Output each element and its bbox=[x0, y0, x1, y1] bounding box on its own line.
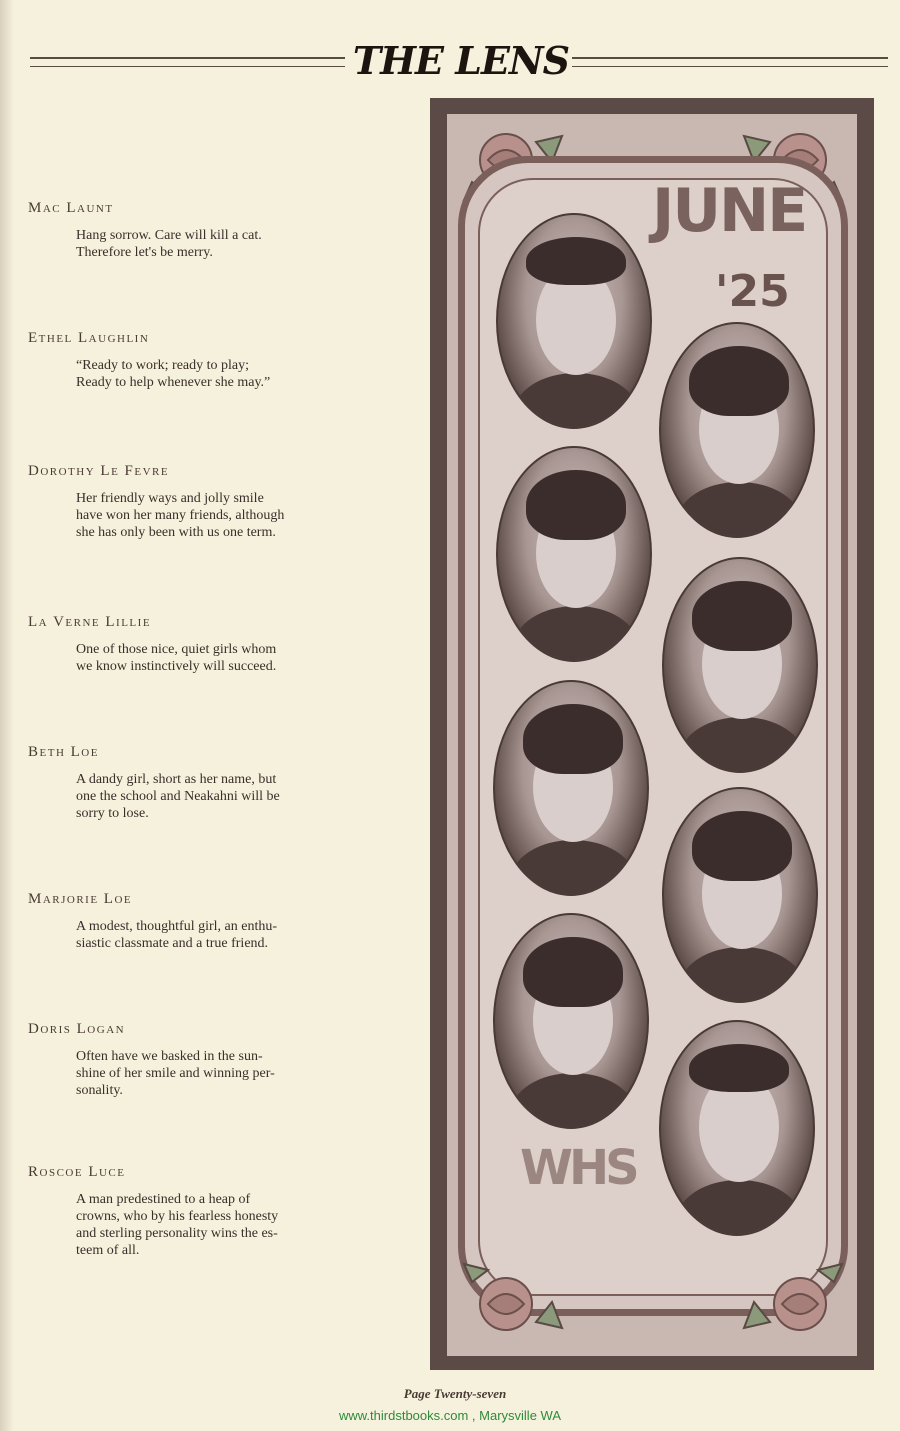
page-number: Page Twenty-seven bbox=[403, 1386, 507, 1401]
entry-line: Ready to help whenever she may.” bbox=[76, 375, 271, 390]
page-title: THE LENS bbox=[352, 38, 570, 83]
entry-ethel-laughlin bbox=[28, 330, 378, 391]
entry-mac-launt bbox=[28, 200, 378, 261]
entry-line: shine of her smile and winning per- bbox=[76, 1066, 275, 1081]
entry-line: A dandy girl, short as her name, but bbox=[76, 772, 277, 787]
entry-name: Beth Loe bbox=[28, 744, 99, 760]
header-rule-left bbox=[30, 57, 345, 67]
rose-ornament-bottom-right bbox=[738, 1262, 848, 1342]
entry-name: Marjorie Loe bbox=[28, 891, 133, 907]
portrait-dorothy-le-fevre bbox=[496, 446, 652, 662]
entry-line: sonality. bbox=[76, 1083, 123, 1098]
entry-line: Often have we basked in the sun- bbox=[76, 1049, 263, 1064]
entry-line: and sterling personality wins the es- bbox=[76, 1226, 278, 1241]
entry-text bbox=[76, 490, 378, 541]
entry-name: Mac Launt bbox=[28, 200, 114, 216]
entry-text bbox=[76, 357, 378, 391]
entry-line: we know instinctively will succeed. bbox=[76, 659, 277, 674]
entry-marjorie-loe bbox=[28, 891, 378, 952]
entry-name: Doris Logan bbox=[28, 1021, 126, 1037]
entry-text bbox=[76, 227, 378, 261]
entry-line: Her friendly ways and jolly smile bbox=[76, 491, 264, 506]
source-watermark: www.thirdstbooks.com , Marysville WA bbox=[338, 1408, 561, 1423]
entry-roscoe-luce bbox=[28, 1164, 378, 1259]
entry-text bbox=[76, 1191, 378, 1259]
entry-la-verne-lillie bbox=[28, 614, 378, 675]
entry-line: “Ready to work; ready to play; bbox=[76, 358, 250, 373]
entry-line: sorry to lose. bbox=[76, 806, 149, 821]
entry-name: Ethel Laughlin bbox=[28, 330, 150, 346]
entry-text bbox=[76, 641, 378, 675]
entry-line: have won her many friends, although bbox=[76, 508, 285, 523]
entry-text bbox=[76, 1048, 378, 1099]
page-edge bbox=[0, 0, 14, 1431]
panel-monogram: WHS bbox=[520, 1140, 636, 1196]
entry-text bbox=[76, 771, 378, 822]
entry-name: Roscoe Luce bbox=[28, 1164, 126, 1180]
entry-dorothy-le-fevre bbox=[28, 463, 378, 541]
entry-doris-logan bbox=[28, 1021, 378, 1099]
portrait-doris-logan bbox=[493, 913, 649, 1129]
portrait-roscoe-luce bbox=[659, 1020, 815, 1236]
entry-line: Hang sorrow. Care will kill a cat. bbox=[76, 228, 262, 243]
portrait-la-verne-lillie bbox=[662, 557, 818, 773]
panel-year-label: '25 bbox=[715, 266, 790, 317]
portrait-ethel-laughlin bbox=[659, 322, 815, 538]
entry-text bbox=[76, 918, 378, 952]
entry-line: Therefore let's be merry. bbox=[76, 245, 213, 260]
entry-line: crowns, who by his fearless honesty bbox=[76, 1209, 279, 1224]
portrait-marjorie-loe bbox=[662, 787, 818, 1003]
panel-month-label: JUNE bbox=[652, 176, 807, 246]
entry-name: La Verne Lillie bbox=[28, 614, 152, 630]
entry-line: one the school and Neakahni will be bbox=[76, 789, 280, 804]
entry-line: A modest, thoughtful girl, an enthu- bbox=[76, 919, 278, 934]
entry-beth-loe bbox=[28, 744, 378, 822]
portrait-mac-launt bbox=[496, 213, 652, 429]
entry-line: teem of all. bbox=[76, 1243, 140, 1258]
entry-line: she has only been with us one term. bbox=[76, 525, 276, 540]
header-rule-right bbox=[572, 57, 888, 67]
entry-line: siastic classmate and a true friend. bbox=[76, 936, 269, 951]
rose-ornament-bottom-left bbox=[458, 1262, 568, 1342]
entry-line: A man predestined to a heap of bbox=[76, 1192, 251, 1207]
portrait-beth-loe bbox=[493, 680, 649, 896]
entry-line: One of those nice, quiet girls whom bbox=[76, 642, 277, 657]
entry-name: Dorothy Le Fevre bbox=[28, 463, 170, 479]
